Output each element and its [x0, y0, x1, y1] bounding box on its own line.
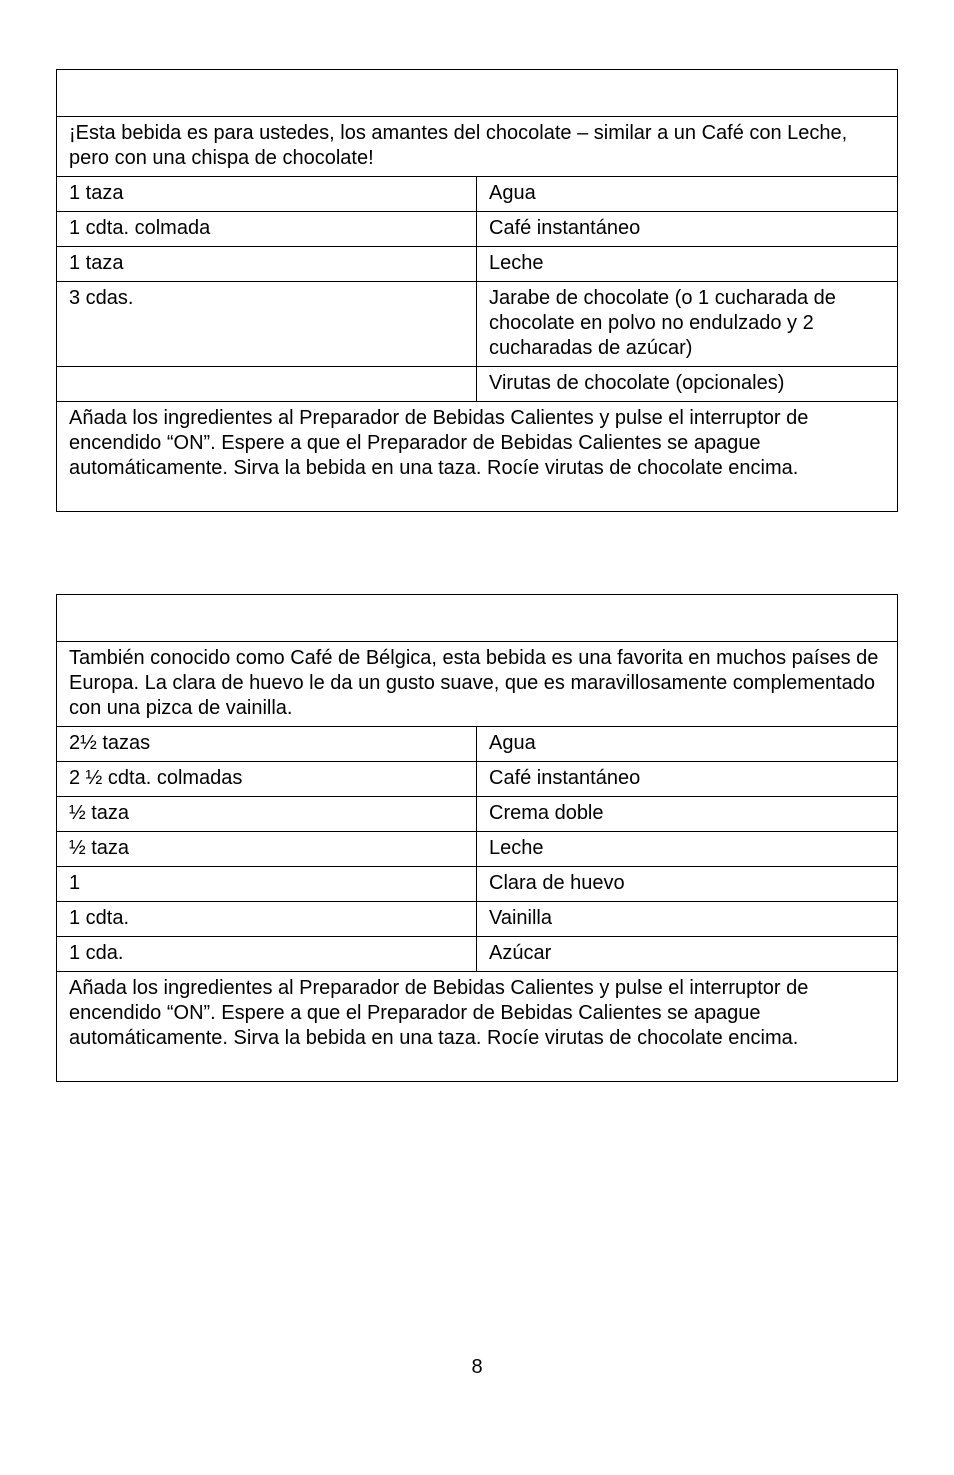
ingredient-name: Café instantáneo	[477, 762, 898, 797]
ingredient-name: Jarabe de chocolate (o 1 cucharada de chocolate en polvo no endulzado y 2 cucharadas de azúcar)	[477, 282, 898, 367]
ingredient-quantity: 1 cdta.	[57, 902, 477, 937]
ingredient-row	[57, 832, 898, 867]
ingredient-quantity: 2½ tazas	[57, 727, 477, 762]
ingredient-row	[57, 727, 898, 762]
ingredient-row	[57, 797, 898, 832]
ingredient-row	[57, 282, 898, 367]
recipe-instructions: Añada los ingredientes al Preparador de Bebidas Calientes y pulse el interruptor de encendido “ON”. Espere a que el Preparador de Bebidas Calientes se apague automáticamente. Sirva la bebida en una taza. Rocíe virutas de chocolate encima.	[57, 402, 898, 512]
ingredient-quantity: 1 cdta. colmada	[57, 212, 477, 247]
ingredient-row	[57, 247, 898, 282]
recipe-table	[56, 69, 898, 512]
ingredient-quantity: 1 taza	[57, 177, 477, 212]
ingredient-row	[57, 212, 898, 247]
ingredient-row	[57, 177, 898, 212]
recipe-title	[57, 595, 898, 642]
ingredient-quantity: ½ taza	[57, 832, 477, 867]
ingredient-name: Vainilla	[477, 902, 898, 937]
ingredient-name: Leche	[477, 832, 898, 867]
ingredient-name: Agua	[477, 727, 898, 762]
ingredient-name: Clara de huevo	[477, 867, 898, 902]
ingredient-quantity: 1 cda.	[57, 937, 477, 972]
ingredient-row	[57, 937, 898, 972]
ingredient-quantity: 1 taza	[57, 247, 477, 282]
ingredient-name: Azúcar	[477, 937, 898, 972]
recipe-title	[57, 70, 898, 117]
ingredient-row	[57, 867, 898, 902]
ingredient-quantity: ½ taza	[57, 797, 477, 832]
ingredient-quantity: 2 ½ cdta. colmadas	[57, 762, 477, 797]
recipe-description: ¡Esta bebida es para ustedes, los amantes del chocolate – similar a un Café con Leche, pero con una chispa de chocolate!	[57, 117, 898, 177]
ingredient-name: Leche	[477, 247, 898, 282]
ingredient-name: Virutas de chocolate (opcionales)	[477, 367, 898, 402]
ingredient-quantity: 1	[57, 867, 477, 902]
ingredient-name: Crema doble	[477, 797, 898, 832]
ingredient-name: Café instantáneo	[477, 212, 898, 247]
ingredient-quantity	[57, 367, 477, 402]
page-number: 8	[471, 1356, 483, 1378]
ingredient-row	[57, 902, 898, 937]
recipe-table	[56, 594, 898, 1082]
recipe-instructions: Añada los ingredientes al Preparador de Bebidas Calientes y pulse el interruptor de encendido “ON”. Espere a que el Preparador de Bebidas Calientes se apague automáticamente. Sirva la bebida en una taza. Rocíe virutas de chocolate encima.	[57, 972, 898, 1082]
ingredient-quantity: 3 cdas.	[57, 282, 477, 367]
recipe-description: También conocido como Café de Bélgica, esta bebida es una favorita en muchos países de Europa. La clara de huevo le da un gusto suave, que es maravillosamente complementado con una pizca de vainilla.	[57, 642, 898, 727]
ingredient-row	[57, 367, 898, 402]
ingredient-name: Agua	[477, 177, 898, 212]
ingredient-row	[57, 762, 898, 797]
